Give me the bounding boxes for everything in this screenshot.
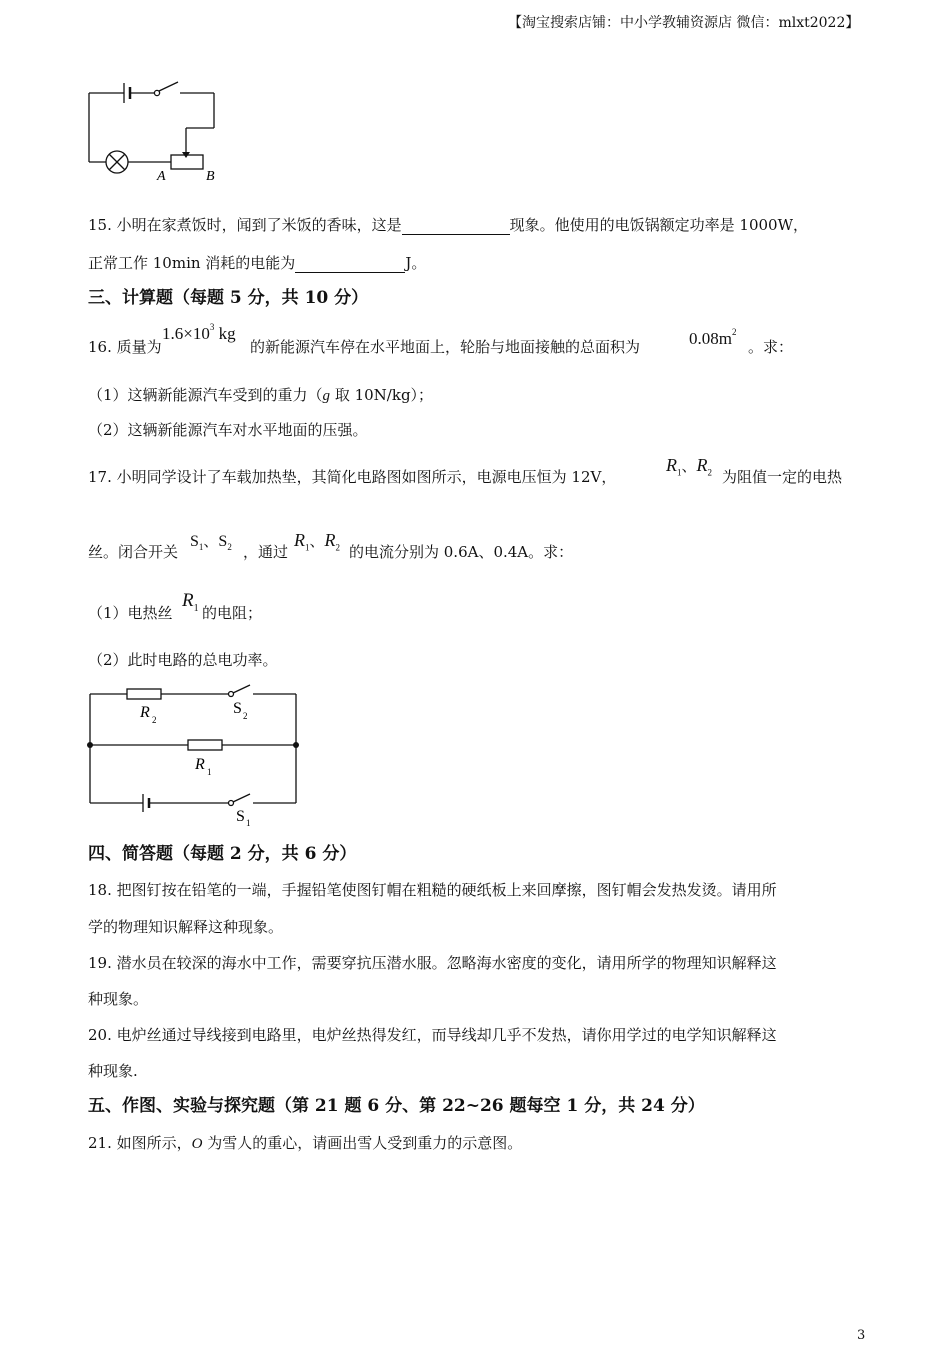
q16-mass-mantissa: 1.6×10 (162, 324, 210, 343)
q16-sub1-text: （1）这辆新能源汽车受到的重力（ (88, 386, 323, 404)
fig-label-r1: R (195, 756, 205, 773)
section-3-title: 三、计算题（每题 5 分，共 10 分） (88, 288, 369, 308)
q16-sub-2: （2）这辆新能源汽车对水平地面的压强。 (88, 421, 368, 439)
q16-area (689, 329, 736, 349)
fig-label-r2-sub: 2 (152, 715, 157, 725)
q17-sub1-r1-sub: 1 (193, 602, 199, 614)
q16-mass (162, 324, 236, 344)
q17-r1-sub: 1 (677, 467, 682, 478)
q17-sub-2: （2）此时电路的总电功率。 (88, 651, 278, 669)
q17-r2-b: R (324, 530, 336, 550)
q17-sub-1b: 的电阻； (202, 604, 263, 622)
q17-sub1-r1-letter: R (182, 590, 194, 611)
fig-label-r2: R (140, 704, 150, 721)
fig-label-s1: S (236, 808, 245, 825)
fig-label-s2: S (233, 700, 242, 717)
q16-area-value: 0.08m (689, 329, 732, 348)
question-16-text-c: 。求： (748, 338, 794, 356)
question-17-line-1b: 为阻值一定的电热 (722, 468, 843, 486)
question-16-text-a: 16. 质量为 (88, 338, 162, 356)
question-18-line-2: 学的物理知识解释这种现象。 (88, 918, 284, 936)
question-20-line-2: 种现象. (88, 1062, 138, 1080)
q21-text-b: 为雪人的重心，请画出雪人受到重力的示意图。 (202, 1134, 523, 1152)
q17-s1-sub: 1 (198, 542, 204, 553)
q21-text-a: 21. 如图所示， (88, 1134, 192, 1152)
question-19-line-2: 种现象。 (88, 990, 149, 1008)
q17-s1: S (190, 533, 199, 550)
q16-sub-1 (88, 385, 433, 406)
q17-switches (190, 530, 232, 552)
q17-sub-1a: （1）电热丝 (88, 604, 173, 622)
q17-r1-sub-b: 1 (305, 542, 310, 553)
q17-separator: 、 (681, 459, 697, 475)
circuit-diagram-parallel (82, 683, 307, 828)
q16-mass-unit: kg (218, 324, 236, 343)
q16-mass-exp: 3 (209, 322, 215, 333)
q17-switch-separator: 、 (203, 534, 219, 550)
section-4-title: 四、简答题（每题 2 分，共 6 分） (88, 844, 357, 864)
label-b: B (206, 169, 215, 184)
q17-s2: S (218, 533, 228, 550)
question-15-line-2 (88, 253, 426, 273)
q17-sub1-r1 (182, 590, 199, 614)
q17-r1-b: R (294, 530, 305, 550)
fig-label-r1-sub: 1 (207, 767, 212, 777)
q15-blank-1[interactable] (402, 218, 510, 235)
q15-blank-2[interactable] (295, 256, 405, 273)
q16-sub1-text-b: 取 10N/kg）； (330, 386, 434, 404)
question-17-line-2b: ，通过 (243, 543, 289, 561)
q17-r2-sub-b: 2 (335, 542, 341, 553)
q17-s2-sub: 2 (227, 542, 232, 553)
question-21 (88, 1133, 522, 1154)
q15-text-d: J。 (405, 254, 427, 272)
q16-area-exp: 2 (731, 327, 737, 338)
question-15-line-1 (88, 215, 808, 235)
q21-o-symbol: O (191, 1136, 203, 1152)
fig-label-s1-sub: 1 (246, 818, 251, 828)
q15-text-c: 正常工作 10min 消耗的电能为 (88, 254, 296, 272)
section-5-title: 五、作图、实验与探究题（第 21 题 6 分、第 22~26 题每空 1 分，共 24 分） (88, 1096, 705, 1116)
q17-r1-r2-second (294, 530, 340, 553)
q16-g-symbol: g (322, 388, 331, 404)
question-17-line-2c: 的电流分别为 0.6A、0.4A。求： (349, 543, 574, 561)
q17-separator-b: 、 (309, 534, 325, 550)
question-18-line-1: 18. 把图钉按在铅笔的一端，手握铅笔使图钉帽在粗糙的硬纸板上来回摩擦，图钉帽会发热发烫。请用所 (88, 881, 777, 899)
circuit-diagram-rheostat (80, 74, 240, 186)
q17-r2-sub: 2 (707, 467, 713, 478)
label-a: A (157, 169, 166, 184)
page-number: 3 (857, 1328, 866, 1343)
question-19-line-1: 19. 潜水员在较深的海水中工作，需要穿抗压潜水服。忽略海水密度的变化，请用所学的物理知识解释这 (88, 954, 777, 972)
q17-r1-r2 (666, 455, 712, 478)
question-20-line-1: 20. 电炉丝通过导线接到电路里，电炉丝热得发红，而导线却几乎不发热，请你用学过的电学知识解释这 (88, 1026, 777, 1044)
q17-r1: R (666, 455, 677, 475)
q15-text-b: 现象。他使用的电饭锅额定功率是 1000W， (509, 216, 809, 234)
fig-label-s2-sub: 2 (243, 711, 248, 721)
page-header: 【淘宝搜索店铺：中小学教辅资源店 微信：mlxt2022】 (508, 15, 860, 31)
question-17-line-1a: 17. 小明同学设计了车载加热垫，其简化电路图如图所示，电源电压恒为 12V， (88, 468, 617, 486)
question-17-line-2a: 丝。闭合开关 (88, 543, 179, 561)
question-16-text-b: 的新能源汽车停在水平地面上，轮胎与地面接触的总面积为 (250, 338, 641, 356)
q17-r2: R (696, 455, 708, 475)
q15-text-a: 15. 小明在家煮饭时，闻到了米饭的香味，这是 (88, 216, 402, 234)
